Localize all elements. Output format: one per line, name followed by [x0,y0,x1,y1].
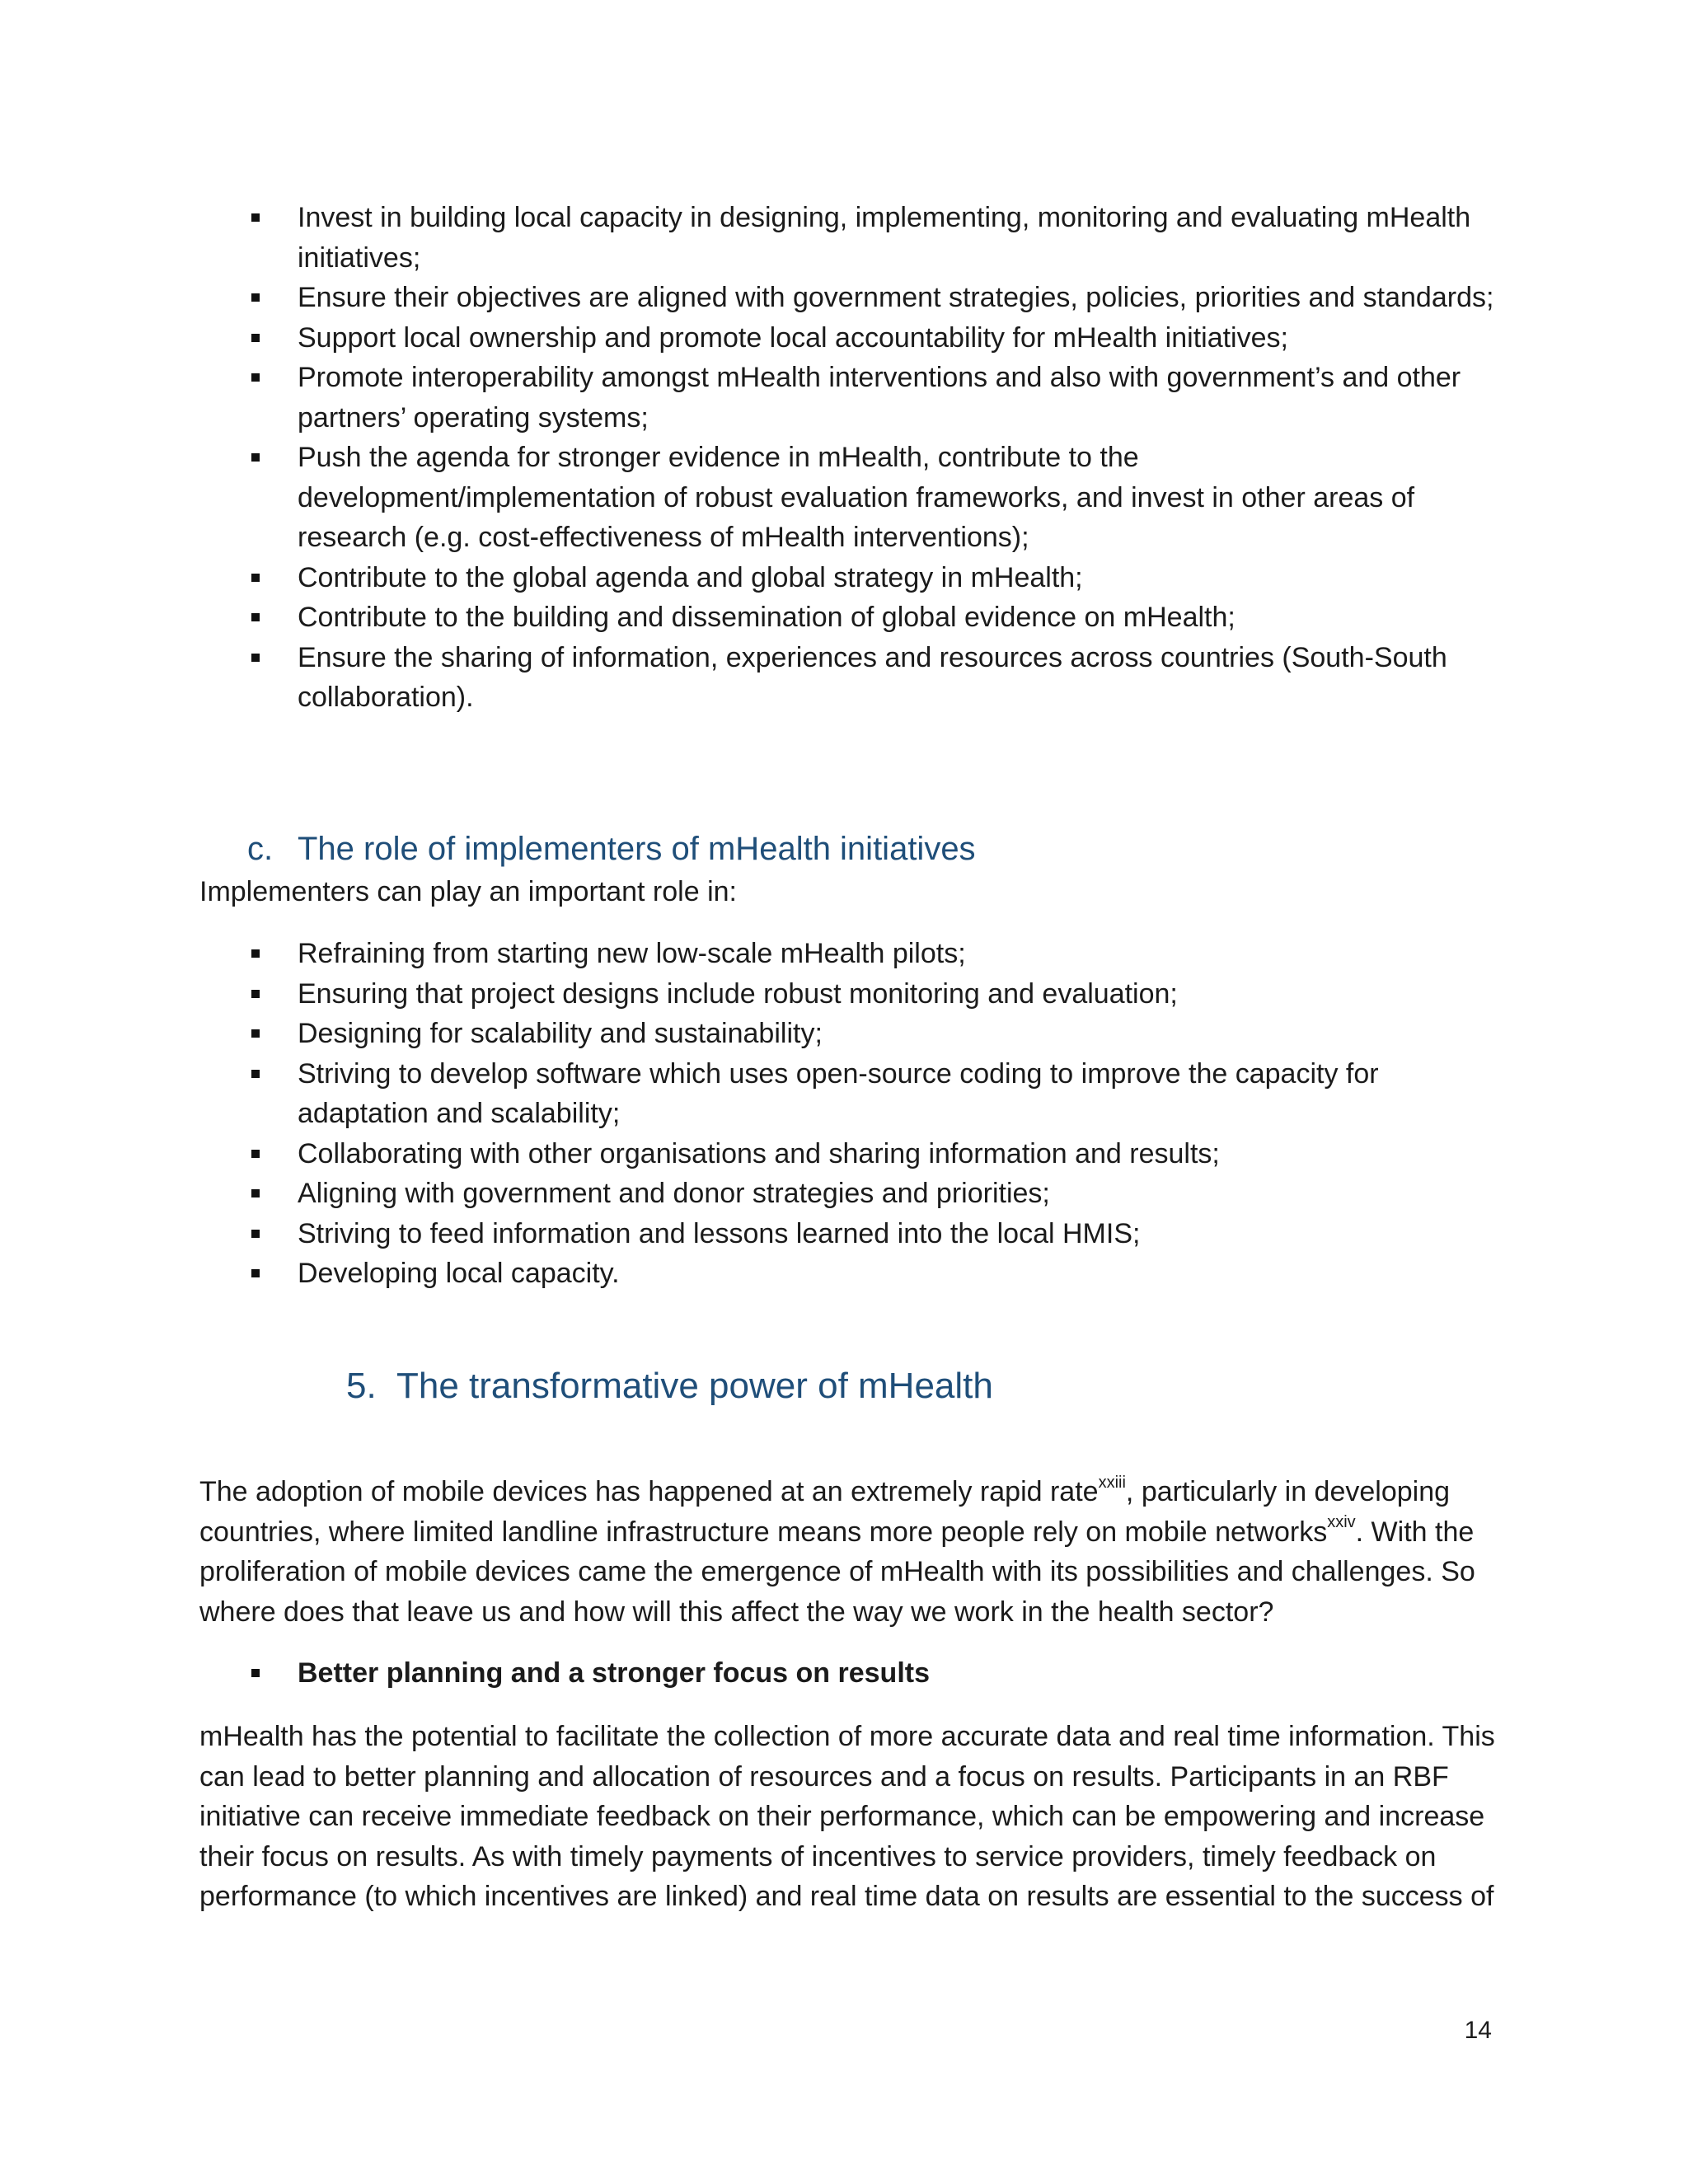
list-item-text: Contribute to the global agenda and global strategy in mHealth; [298,561,1083,593]
list-item [199,974,1502,1015]
square-bullet-icon [251,1269,260,1277]
section-5-title: The transformative power of mHealth [396,1366,993,1406]
list-item [199,198,1502,278]
list-item-text: Ensuring that project designs include robust monitoring and evaluation; [298,977,1178,1010]
list-item-text: Ensure their objectives are aligned with government strategies, policies, priorities and standards; [298,282,1494,313]
list-item [199,318,1502,359]
square-bullet-icon [251,654,260,662]
list-item-text: Support local ownership and promote local accountability for mHealth initiatives; [298,321,1288,354]
list-item [199,1214,1502,1254]
list-item [199,278,1502,318]
square-bullet-icon [251,1029,260,1038]
endnote-ref-xxiii: xxiii [1098,1473,1126,1492]
list-item-text: Striving to feed information and lessons learned into the local HMIS; [298,1217,1141,1249]
stakeholder-actions-list [199,198,1502,718]
list-item [199,1254,1502,1294]
list-item [199,1134,1502,1174]
list-item [199,638,1502,718]
section-c-intro: Implementers can play an important role in: [199,876,737,907]
section-c-number: c. [247,831,274,867]
list-item [199,1054,1502,1134]
square-bullet-icon [251,1669,260,1677]
benefits-list [199,1653,1502,1694]
page-number: 14 [1464,2017,1492,2044]
list-item-text: Ensure the sharing of information, experiences and resources across countries (South-South collaboration). [298,641,1447,713]
section-c-heading [199,824,976,874]
square-bullet-icon [251,1189,260,1197]
adoption-text-3: . With the proliferation of mobile devices came the emergence of mHealth with its possibilities and challenges. So where does that leave us and how will this affect the way we work in the health sector? [199,1516,1475,1628]
list-item [199,358,1502,438]
list-item-text: Aligning with government and donor strategies and priorities; [298,1178,1050,1209]
list-item [199,598,1502,638]
square-bullet-icon [251,373,260,382]
endnote-ref-xxiv: xxiv [1327,1513,1356,1532]
adoption-text-1: The adoption of mobile devices has happened at an extremely rapid rate [199,1476,1099,1507]
square-bullet-icon [251,334,260,342]
list-item [199,1174,1502,1214]
list-item [199,558,1502,598]
section-5-number: 5. [346,1366,377,1406]
list-item-text: Contribute to the building and dissemination of global evidence on mHealth; [298,602,1236,633]
planning-paragraph: mHealth has the potential to facilitate the collection of more accurate data and real time information. This can lead to better planning and allocation of resources and a focus on results. Participants in an RBF initiative can receive immediate feedback on their performance, which can be empowering and increase their focus on results. As with timely payments of incentives to service providers, timely feedback on performance (to which incentives are linked) and real time data on results are essential to the success of [199,1721,1495,1912]
square-bullet-icon [251,613,260,621]
list-item-text: Striving to develop software which uses open-source coding to improve the capacity for adaptation and scalability; [298,1057,1379,1129]
list-item-text: Developing local capacity. [298,1258,620,1289]
square-bullet-icon [251,990,260,998]
square-bullet-icon [251,453,260,462]
list-item-text: Invest in building local capacity in designing, implementing, monitoring and evaluating mHealth initiatives; [298,202,1471,274]
square-bullet-icon [251,1150,260,1158]
square-bullet-icon [251,1230,260,1238]
square-bullet-icon [251,949,260,958]
square-bullet-icon [251,574,260,582]
list-item [199,934,1502,974]
section-5-heading [346,1360,993,1413]
section-c-title: The role of implementers of mHealth initiatives [298,831,976,867]
implementer-roles-list [199,934,1502,1294]
list-item [199,1653,1502,1694]
list-item-text: Promote interoperability amongst mHealth interventions and also with government’s and other partners’ operating systems; [298,362,1461,434]
list-item [199,438,1502,558]
list-item-text: Better planning and a stronger focus on results [298,1657,930,1689]
list-item-text: Collaborating with other organisations and sharing information and results; [298,1137,1220,1169]
square-bullet-icon [251,1070,260,1078]
list-item-text: Push the agenda for stronger evidence in mHealth, contribute to the development/implementation of robust evaluation frameworks, and invest in other areas of research (e.g. cost-effectiveness of mHealth interventions); [298,442,1415,553]
adoption-text-2: , particularly in developing countries, where limited landline infrastructure means more people rely on mobile networks [199,1476,1451,1548]
square-bullet-icon [251,293,260,302]
list-item-text: Designing for scalability and sustainability; [298,1018,823,1049]
square-bullet-icon [251,213,260,222]
adoption-paragraph [199,1472,1502,1632]
list-item-text: Refraining from starting new low-scale mHealth pilots; [298,938,966,969]
list-item [199,1014,1502,1054]
